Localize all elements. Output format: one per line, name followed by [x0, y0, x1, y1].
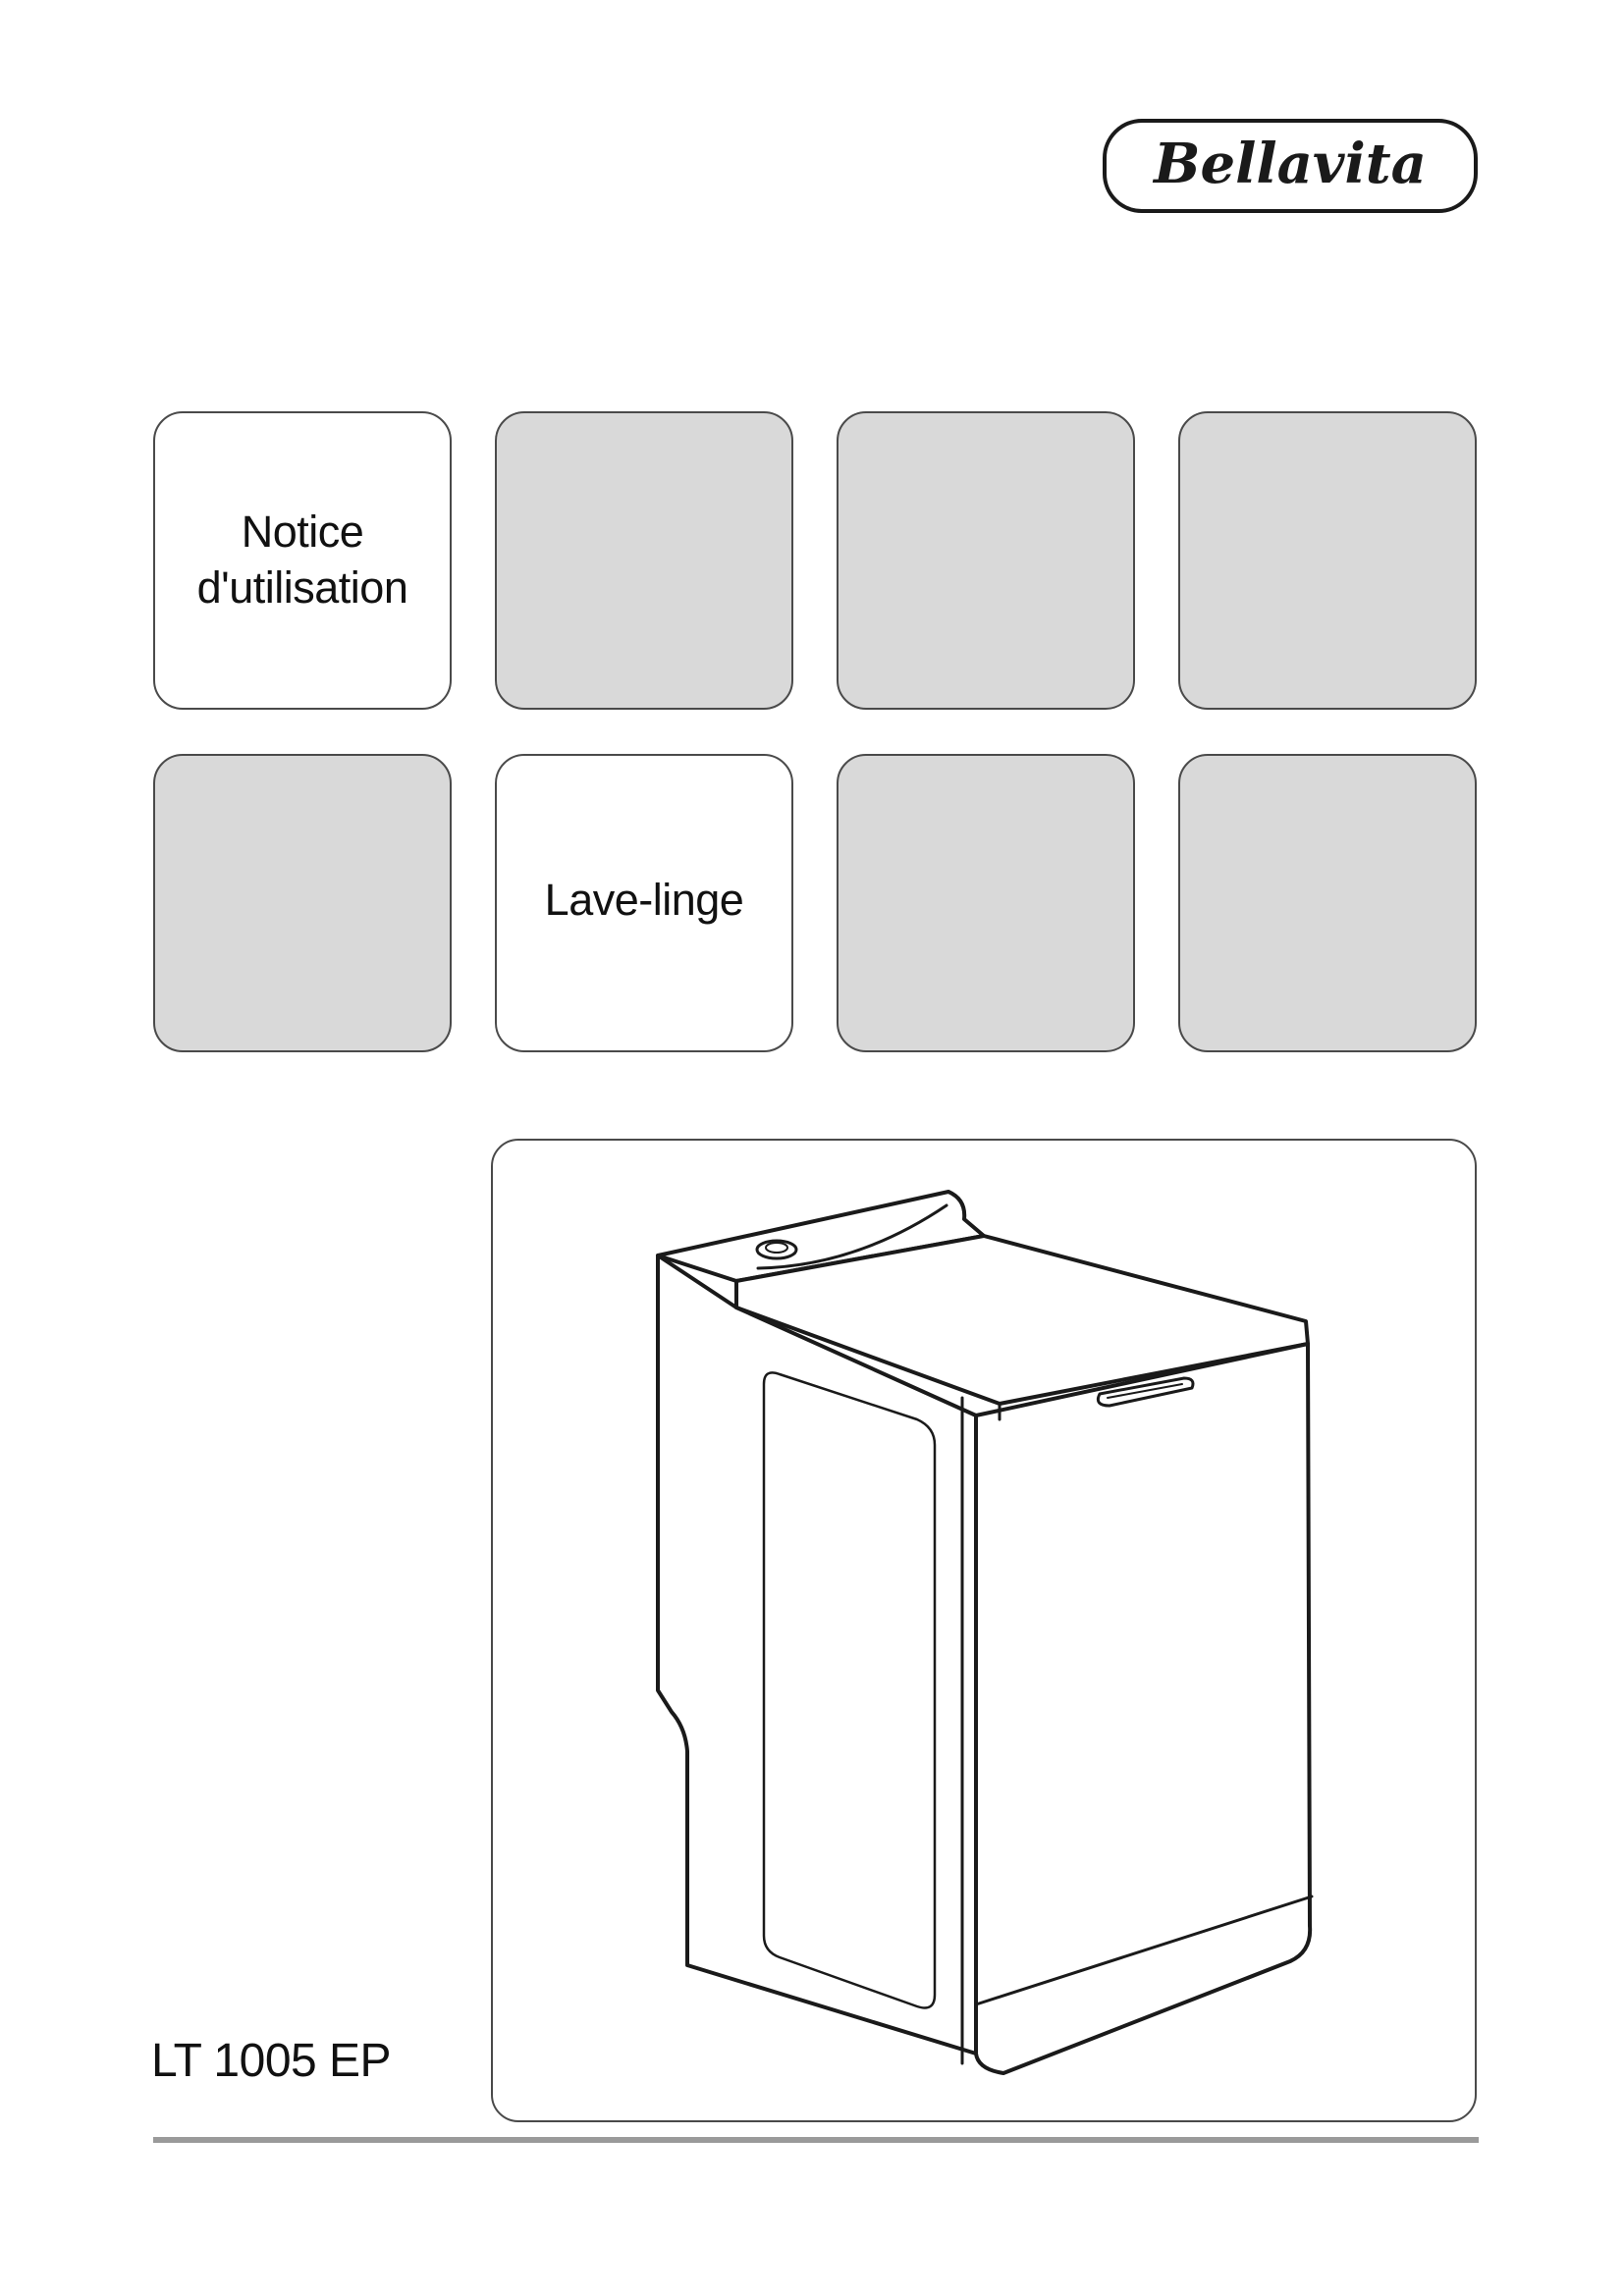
- tile-appliance-type: [495, 754, 793, 1052]
- washing-machine-illustration: [493, 1141, 1479, 2124]
- tile-text-utilisation: d'utilisation: [196, 562, 408, 613]
- tile-grey: [1178, 411, 1477, 710]
- brand-logo: [1102, 118, 1479, 214]
- tile-grey: [837, 411, 1135, 710]
- tile-text-notice: Notice: [241, 507, 364, 557]
- tile-text-lave-linge: Lave-linge: [544, 875, 744, 925]
- tile-grey: [1178, 754, 1477, 1052]
- model-number: LT 1005 EP: [151, 2035, 392, 2087]
- illustration-frame: [491, 1139, 1477, 2122]
- tile-grey: [153, 754, 452, 1052]
- footer-rule: [153, 2137, 1479, 2143]
- logo-text: Bellavita: [1154, 132, 1427, 196]
- tile-notice: [153, 411, 452, 710]
- tile-grey: [837, 754, 1135, 1052]
- tile-grey: [495, 411, 793, 710]
